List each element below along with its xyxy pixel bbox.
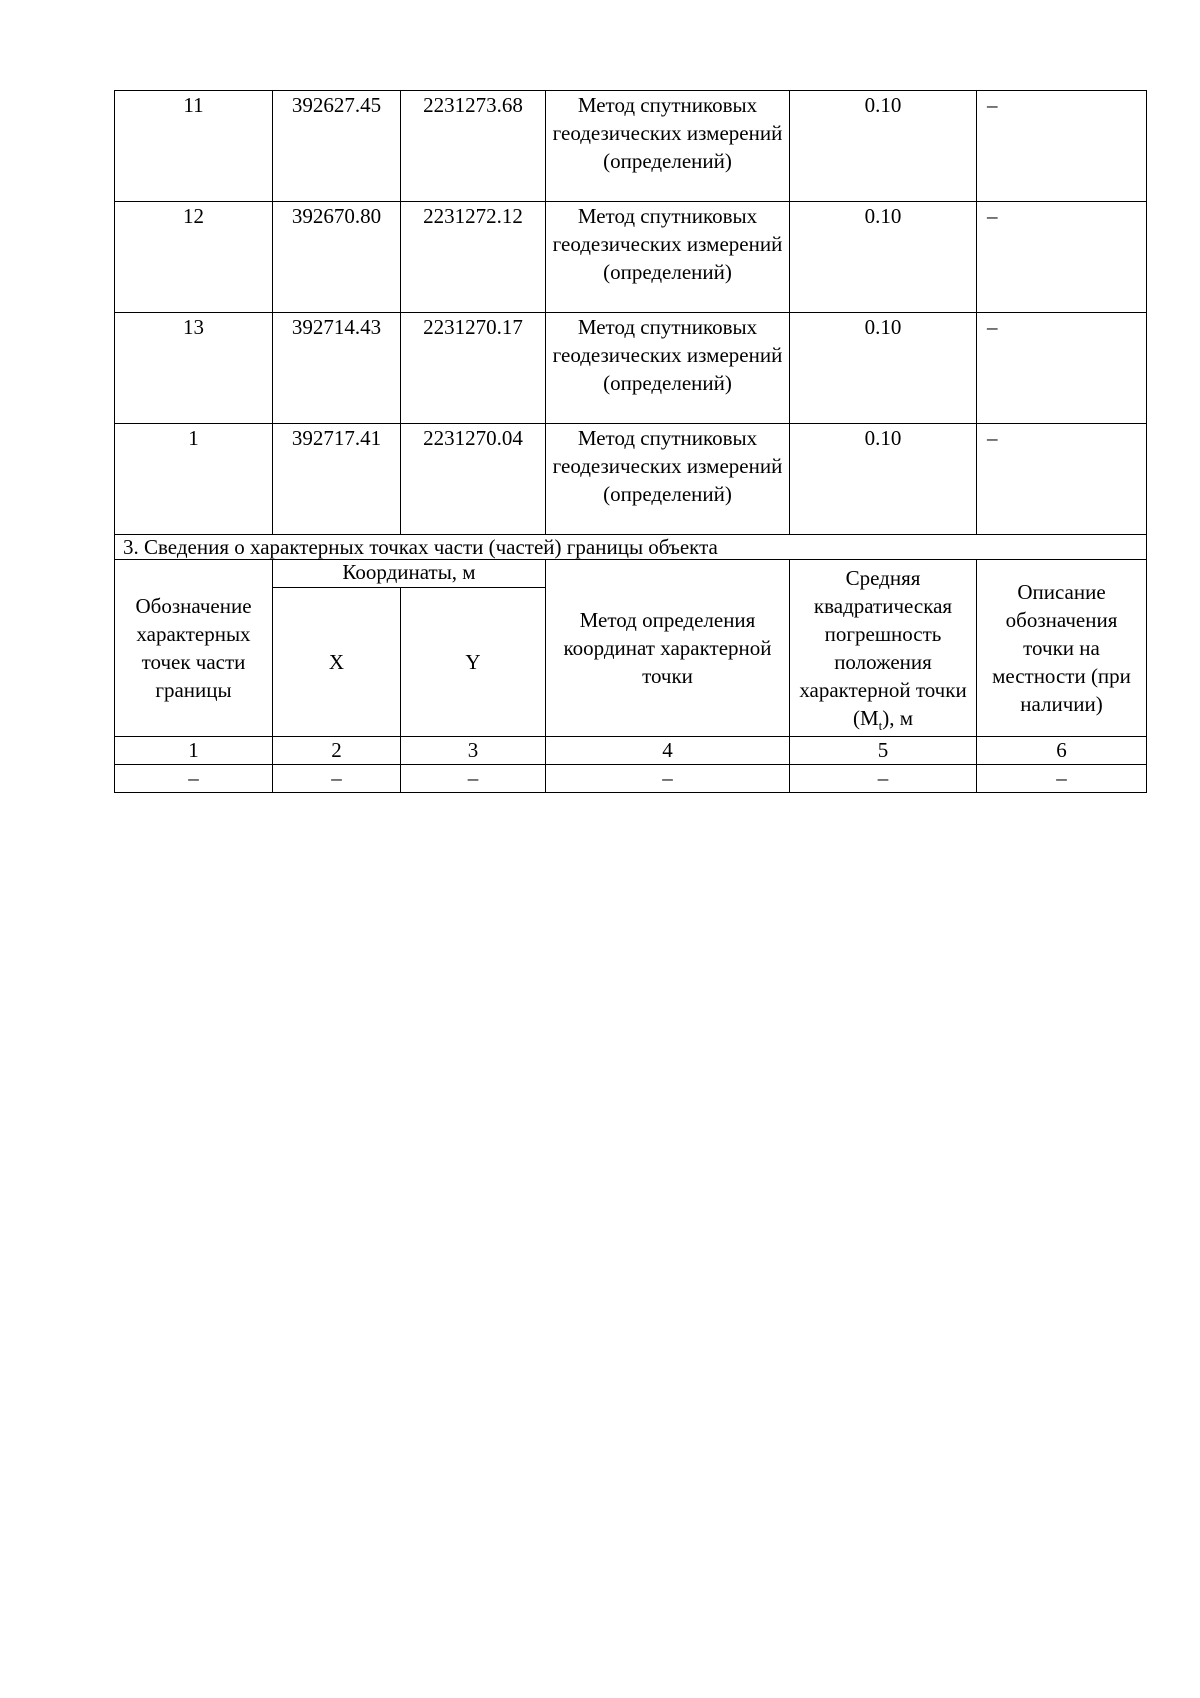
point-id: 11 — [115, 91, 273, 202]
point-y: 2231270.17 — [401, 313, 546, 424]
point-id: 1 — [115, 424, 273, 535]
cell-value: – — [401, 765, 546, 793]
table-row — [115, 202, 1147, 313]
header-designation: Обозначение характерных точек части границы — [115, 560, 273, 737]
boundary-points-table — [114, 90, 1147, 793]
point-accuracy: 0.10 — [790, 202, 977, 313]
table-row — [115, 424, 1147, 535]
column-number: 6 — [977, 737, 1147, 765]
header-y: Y — [401, 588, 546, 737]
point-method: Метод спутниковых геодезических измерений (определений) — [546, 313, 790, 424]
header-accuracy-text: Средняя квадратическая погрешность положения характерной точки (M — [799, 566, 967, 730]
cell-value: – — [790, 765, 977, 793]
header-accuracy-subscript: t — [878, 718, 883, 734]
point-id: 13 — [115, 313, 273, 424]
point-method: Метод спутниковых геодезических измерений (определений) — [546, 424, 790, 535]
column-number: 1 — [115, 737, 273, 765]
header-row — [115, 560, 1147, 588]
point-id: 12 — [115, 202, 273, 313]
header-method: Метод определения координат характерной точки — [546, 560, 790, 737]
column-number: 4 — [546, 737, 790, 765]
cell-value: – — [115, 765, 273, 793]
point-accuracy: 0.10 — [790, 313, 977, 424]
cell-value: – — [546, 765, 790, 793]
point-description: – — [977, 424, 1147, 535]
point-accuracy: 0.10 — [790, 91, 977, 202]
section-title: 3. Сведения о характерных точках части (частей) границы объекта — [115, 535, 1147, 560]
header-accuracy-unit: ), м — [882, 706, 914, 730]
column-number: 5 — [790, 737, 977, 765]
point-accuracy: 0.10 — [790, 424, 977, 535]
header-accuracy — [790, 560, 977, 737]
point-x: 392670.80 — [273, 202, 401, 313]
table-row — [115, 91, 1147, 202]
point-y: 2231272.12 — [401, 202, 546, 313]
header-x: X — [273, 588, 401, 737]
header-description: Описание обозначения точки на местности (при наличии) — [977, 560, 1147, 737]
point-method: Метод спутниковых геодезических измерений (определений) — [546, 91, 790, 202]
table-row — [115, 313, 1147, 424]
cell-value: – — [273, 765, 401, 793]
point-x: 392717.41 — [273, 424, 401, 535]
point-method: Метод спутниковых геодезических измерений (определений) — [546, 202, 790, 313]
point-y: 2231270.04 — [401, 424, 546, 535]
point-description: – — [977, 313, 1147, 424]
cell-value: – — [977, 765, 1147, 793]
point-description: – — [977, 91, 1147, 202]
column-number: 3 — [401, 737, 546, 765]
point-x: 392714.43 — [273, 313, 401, 424]
point-y: 2231273.68 — [401, 91, 546, 202]
header-coordinates: Координаты, м — [273, 560, 546, 588]
table-row — [115, 765, 1147, 793]
column-number-row — [115, 737, 1147, 765]
column-number: 2 — [273, 737, 401, 765]
point-description: – — [977, 202, 1147, 313]
point-x: 392627.45 — [273, 91, 401, 202]
section-title-row — [115, 535, 1147, 560]
